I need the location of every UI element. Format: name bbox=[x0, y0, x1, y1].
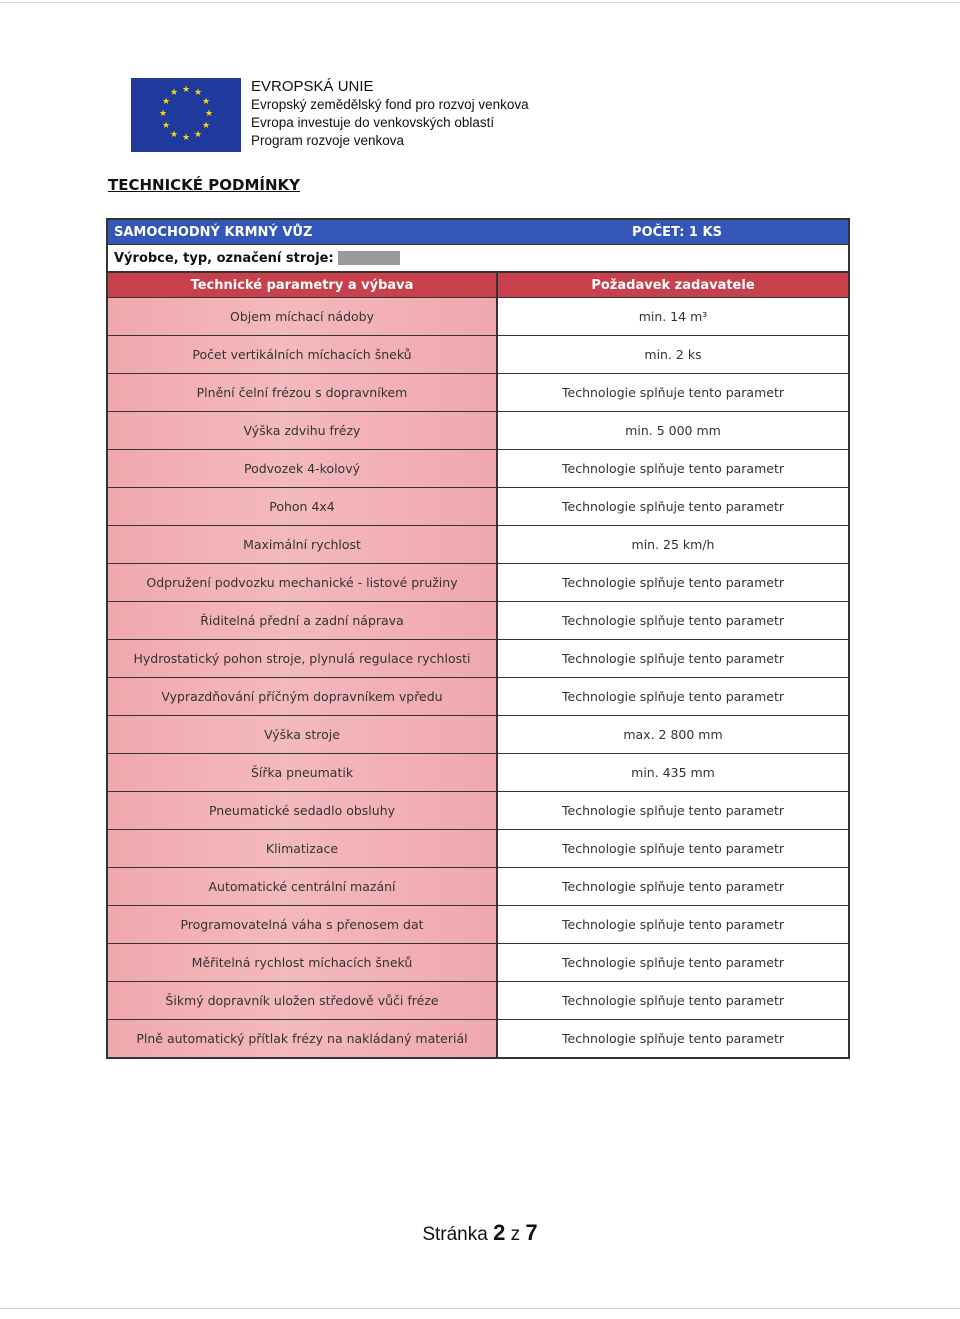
eu-funding-text bbox=[251, 78, 529, 150]
parameter-cell: Výška stroje bbox=[108, 716, 498, 753]
table-row bbox=[108, 943, 848, 981]
column-header-row bbox=[108, 271, 848, 297]
svg-text:★: ★ bbox=[181, 133, 191, 143]
parameter-cell: Plnění čelní frézou s dopravníkem bbox=[108, 374, 498, 411]
requirement-cell: Technologie splňuje tento parametr bbox=[498, 792, 848, 829]
table-row bbox=[108, 715, 848, 753]
svg-text:★: ★ bbox=[169, 130, 179, 140]
parameter-cell: Řiditelná přední a zadní náprava bbox=[108, 602, 498, 639]
parameter-cell: Výška zdvihu frézy bbox=[108, 412, 498, 449]
manufacturer-entry-field[interactable] bbox=[338, 251, 400, 265]
svg-text:★: ★ bbox=[201, 121, 211, 131]
table-row bbox=[108, 525, 848, 563]
page-total: 7 bbox=[525, 1220, 538, 1245]
requirement-cell: Technologie splňuje tento parametr bbox=[498, 830, 848, 867]
eu-flag-logo bbox=[131, 78, 241, 152]
table-row bbox=[108, 487, 848, 525]
table-row bbox=[108, 449, 848, 487]
svg-text:★: ★ bbox=[204, 109, 214, 119]
requirement-cell: Technologie splňuje tento parametr bbox=[498, 868, 848, 905]
table-row bbox=[108, 563, 848, 601]
parameter-cell: Plně automatický přítlak frézy na nakládaný materiál bbox=[108, 1020, 498, 1057]
requirement-cell: Technologie splňuje tento parametr bbox=[498, 640, 848, 677]
requirement-cell: min. 14 m³ bbox=[498, 298, 848, 335]
svg-text:★: ★ bbox=[181, 85, 191, 95]
table-row bbox=[108, 373, 848, 411]
parameter-cell: Objem míchací nádoby bbox=[108, 298, 498, 335]
svg-text:★: ★ bbox=[193, 88, 203, 98]
table-row bbox=[108, 411, 848, 449]
document-title: TECHNICKÉ PODMÍNKY bbox=[108, 176, 301, 194]
svg-text:★: ★ bbox=[193, 130, 203, 140]
requirement-cell: Technologie splňuje tento parametr bbox=[498, 374, 848, 411]
quantity-label: POČET: 1 KS bbox=[632, 224, 722, 240]
table-row bbox=[108, 335, 848, 373]
parameter-cell: Automatické centrální mazání bbox=[108, 868, 498, 905]
page-separator: z bbox=[510, 1224, 521, 1245]
column-header-requirement: Požadavek zadavatele bbox=[498, 273, 848, 297]
requirement-cell: Technologie splňuje tento parametr bbox=[498, 906, 848, 943]
table-row bbox=[108, 297, 848, 335]
page-footer bbox=[0, 1220, 960, 1246]
parameter-cell: Pneumatické sedadlo obsluhy bbox=[108, 792, 498, 829]
table-body bbox=[108, 297, 848, 1059]
table-row bbox=[108, 981, 848, 1019]
requirement-cell: min. 5 000 mm bbox=[498, 412, 848, 449]
requirement-cell: min. 25 km/h bbox=[498, 526, 848, 563]
machine-name: SAMOCHODNÝ KRMNÝ VŮZ bbox=[114, 224, 313, 240]
eu-line-3: Evropa investuje do venkovských oblastí bbox=[251, 115, 495, 130]
table-header-row bbox=[108, 218, 848, 244]
parameter-cell: Podvozek 4-kolový bbox=[108, 450, 498, 487]
svg-text:★: ★ bbox=[169, 88, 179, 98]
svg-text:★: ★ bbox=[161, 121, 171, 131]
requirement-cell: Technologie splňuje tento parametr bbox=[498, 450, 848, 487]
eu-line-4: Program rozvoje venkova bbox=[251, 133, 405, 148]
requirement-cell: Technologie splňuje tento parametr bbox=[498, 678, 848, 715]
requirement-cell: Technologie splňuje tento parametr bbox=[498, 488, 848, 525]
requirement-cell: Technologie splňuje tento parametr bbox=[498, 564, 848, 601]
page-number: 2 bbox=[493, 1220, 506, 1245]
requirement-cell: min. 435 mm bbox=[498, 754, 848, 791]
requirement-cell: min. 2 ks bbox=[498, 336, 848, 373]
page-prefix: Stránka bbox=[422, 1224, 488, 1245]
parameter-cell: Vyprazdňování příčným dopravníkem vpředu bbox=[108, 678, 498, 715]
table-row bbox=[108, 829, 848, 867]
table-row bbox=[108, 753, 848, 791]
table-row bbox=[108, 677, 848, 715]
parameter-cell: Odpružení podvozku mechanické - listové pružiny bbox=[108, 564, 498, 601]
table-row bbox=[108, 639, 848, 677]
bottom-border-line bbox=[0, 1308, 960, 1309]
requirement-cell: max. 2 800 mm bbox=[498, 716, 848, 753]
svg-text:★: ★ bbox=[201, 97, 211, 107]
eu-line-1: EVROPSKÁ UNIE bbox=[251, 78, 374, 95]
parameter-cell: Měřitelná rychlost míchacích šneků bbox=[108, 944, 498, 981]
parameter-cell: Počet vertikálních míchacích šneků bbox=[108, 336, 498, 373]
table-row bbox=[108, 867, 848, 905]
parameter-cell: Šikmý dopravník uložen středově vůči fréze bbox=[108, 982, 498, 1019]
table-row bbox=[108, 905, 848, 943]
table-row bbox=[108, 1019, 848, 1059]
svg-text:★: ★ bbox=[161, 97, 171, 107]
technical-parameters-table bbox=[106, 218, 850, 1059]
parameter-cell: Klimatizace bbox=[108, 830, 498, 867]
top-border-line bbox=[0, 2, 960, 3]
parameter-cell: Pohon 4x4 bbox=[108, 488, 498, 525]
manufacturer-label: Výrobce, typ, označení stroje: bbox=[114, 250, 334, 266]
parameter-cell: Šířka pneumatik bbox=[108, 754, 498, 791]
requirement-cell: Technologie splňuje tento parametr bbox=[498, 944, 848, 981]
parameter-cell: Hydrostatický pohon stroje, plynulá regulace rychlosti bbox=[108, 640, 498, 677]
eu-line-2: Evropský zemědělský fond pro rozvoj venkova bbox=[251, 97, 529, 112]
requirement-cell: Technologie splňuje tento parametr bbox=[498, 982, 848, 1019]
parameter-cell: Programovatelná váha s přenosem dat bbox=[108, 906, 498, 943]
parameter-cell: Maximální rychlost bbox=[108, 526, 498, 563]
svg-text:★: ★ bbox=[158, 109, 168, 119]
eu-stars-icon bbox=[131, 78, 241, 152]
manufacturer-row bbox=[108, 244, 848, 271]
table-row bbox=[108, 601, 848, 639]
requirement-cell: Technologie splňuje tento parametr bbox=[498, 602, 848, 639]
column-header-parameters: Technické parametry a výbava bbox=[108, 273, 498, 297]
table-row bbox=[108, 791, 848, 829]
requirement-cell: Technologie splňuje tento parametr bbox=[498, 1020, 848, 1057]
